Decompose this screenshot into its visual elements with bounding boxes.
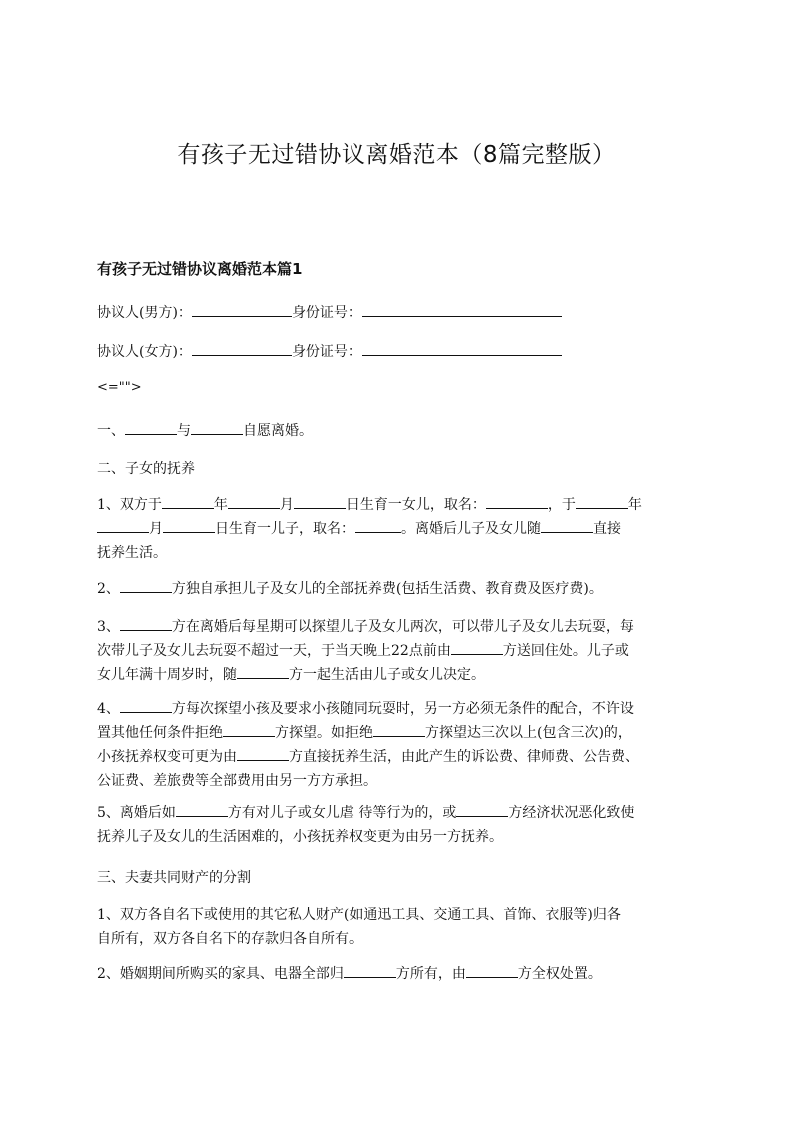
- text: 方每次探望小孩及要求小孩随同玩耍时，另一方必须无条件的配合，不许设: [171, 701, 634, 717]
- text: 3、: [97, 619, 120, 635]
- blank: [120, 698, 172, 713]
- text: 日生育一女儿，取名：: [345, 497, 486, 513]
- text: 日生育一儿子，取名：: [215, 521, 355, 537]
- paragraph-4: [97, 697, 707, 793]
- blank: [223, 722, 275, 737]
- name-blank: [192, 341, 292, 356]
- blank: [344, 963, 396, 978]
- blank: [191, 420, 243, 435]
- text: 年: [627, 497, 642, 513]
- paragraph-6: [97, 903, 707, 951]
- blank: [228, 494, 280, 509]
- text: 方在离婚后每星期可以探望儿子及女儿两次，可以带儿子及女儿去玩耍，每: [171, 619, 634, 635]
- line: [97, 697, 707, 721]
- line: [97, 615, 707, 639]
- text: 。离婚后儿子及女儿随: [401, 521, 541, 537]
- paragraph-2: [97, 577, 707, 601]
- party-female-line: [97, 340, 707, 364]
- text: 方有对儿子或女儿虐 待等行为的，或: [227, 805, 457, 821]
- section-2-heading: 二、子女的抚养: [97, 461, 195, 477]
- item1-suffix: 自愿离婚。: [243, 423, 313, 439]
- text: 置其他任何条件拒绝: [97, 725, 223, 741]
- party-male-line: [97, 301, 707, 325]
- text: 方送回住处。儿子或: [502, 643, 629, 659]
- text: 月: [279, 497, 294, 513]
- text: 2、婚姻期间所购买的家具、电器全部归: [97, 966, 344, 982]
- text: 方直接抚养生活，由此产生的诉讼费、律师费、公告费、: [289, 749, 639, 765]
- text: 方探望达三次以上(包含三次)的，: [425, 725, 632, 741]
- paragraph-3: [97, 615, 707, 687]
- text: 月: [149, 521, 163, 537]
- blank: [176, 802, 228, 817]
- blank: [120, 578, 172, 593]
- line: 1、双方各自名下或使用的其它私人财产(如通迅工具、交通工具、首饰、衣服等)归各: [97, 907, 621, 923]
- line: 抚养儿子及女儿的生活困难的，小孩抚养权变更为由另一方抚养。: [97, 829, 503, 845]
- blank: [162, 494, 214, 509]
- blank: [541, 518, 593, 533]
- line: [97, 493, 707, 517]
- blank: [456, 802, 508, 817]
- blank: [237, 746, 289, 761]
- text: 年: [213, 497, 228, 513]
- text: 4、: [97, 701, 120, 717]
- line: [97, 517, 707, 541]
- blank: [466, 963, 518, 978]
- id-blank: [362, 302, 562, 317]
- stray-text: <="">: [97, 380, 142, 395]
- paragraph-7: [97, 962, 707, 986]
- line: [97, 745, 707, 769]
- line: [97, 663, 707, 687]
- blank: [355, 518, 401, 533]
- line: 公证费、差旅费等全部费用由另一方方承担。: [97, 773, 377, 789]
- text: 1、双方于: [97, 497, 162, 513]
- text: 小孩抚养权变可更为由: [97, 749, 237, 765]
- blank: [451, 640, 503, 655]
- line: [97, 801, 707, 825]
- document-title: 有孩子无过错协议离婚范本（8篇完整版）: [177, 142, 616, 168]
- line: [97, 639, 707, 663]
- id-label: 身份证号：: [291, 344, 362, 360]
- blank: [163, 518, 215, 533]
- blank: [486, 494, 548, 509]
- text: 方独自承担儿子及女儿的全部抚养费(包括生活费、教育费及医疗费)。: [171, 581, 603, 597]
- text: 方探望。如拒绝: [275, 725, 373, 741]
- paragraph-5: [97, 801, 707, 849]
- item1-mid: 与: [177, 423, 191, 439]
- name-blank: [192, 302, 292, 317]
- line: 抚养生活。: [97, 545, 167, 561]
- id-blank: [362, 341, 562, 356]
- blank: [97, 518, 149, 533]
- line: 自所有，双方各自名下的存款归各自所有。: [97, 931, 363, 947]
- text: 直接: [593, 521, 621, 537]
- text: 方经济状况恶化致使: [508, 805, 635, 821]
- section-title: 有孩子无过错协议离婚范本篇1: [97, 260, 303, 278]
- text: 2、: [97, 581, 120, 597]
- paragraph-1: [97, 493, 707, 565]
- item1-prefix: 一、: [97, 423, 125, 439]
- text: 方所有，由: [395, 966, 466, 982]
- section-3-heading: 三、夫妻共同财产的分割: [97, 870, 251, 886]
- text: 次带儿子及女儿去玩耍不超过一天，于当天晚上22点前由: [97, 643, 451, 659]
- text: ，于: [547, 497, 576, 513]
- blank: [120, 616, 172, 631]
- id-label: 身份证号：: [291, 305, 362, 321]
- blank: [125, 420, 177, 435]
- blank: [373, 722, 425, 737]
- party-female-label: 协议人(女方)：: [97, 344, 192, 360]
- text: 5、离婚后如: [97, 805, 176, 821]
- blank: [294, 494, 346, 509]
- text: 方全权处置。: [517, 966, 602, 982]
- item-1: [97, 419, 707, 443]
- blank: [576, 494, 628, 509]
- party-male-label: 协议人(男方)：: [97, 305, 192, 321]
- text: 方一起生活由儿子或女儿决定。: [289, 667, 485, 683]
- blank: [237, 664, 289, 679]
- text: 女儿年满十周岁时，随: [97, 667, 237, 683]
- line: [97, 721, 707, 745]
